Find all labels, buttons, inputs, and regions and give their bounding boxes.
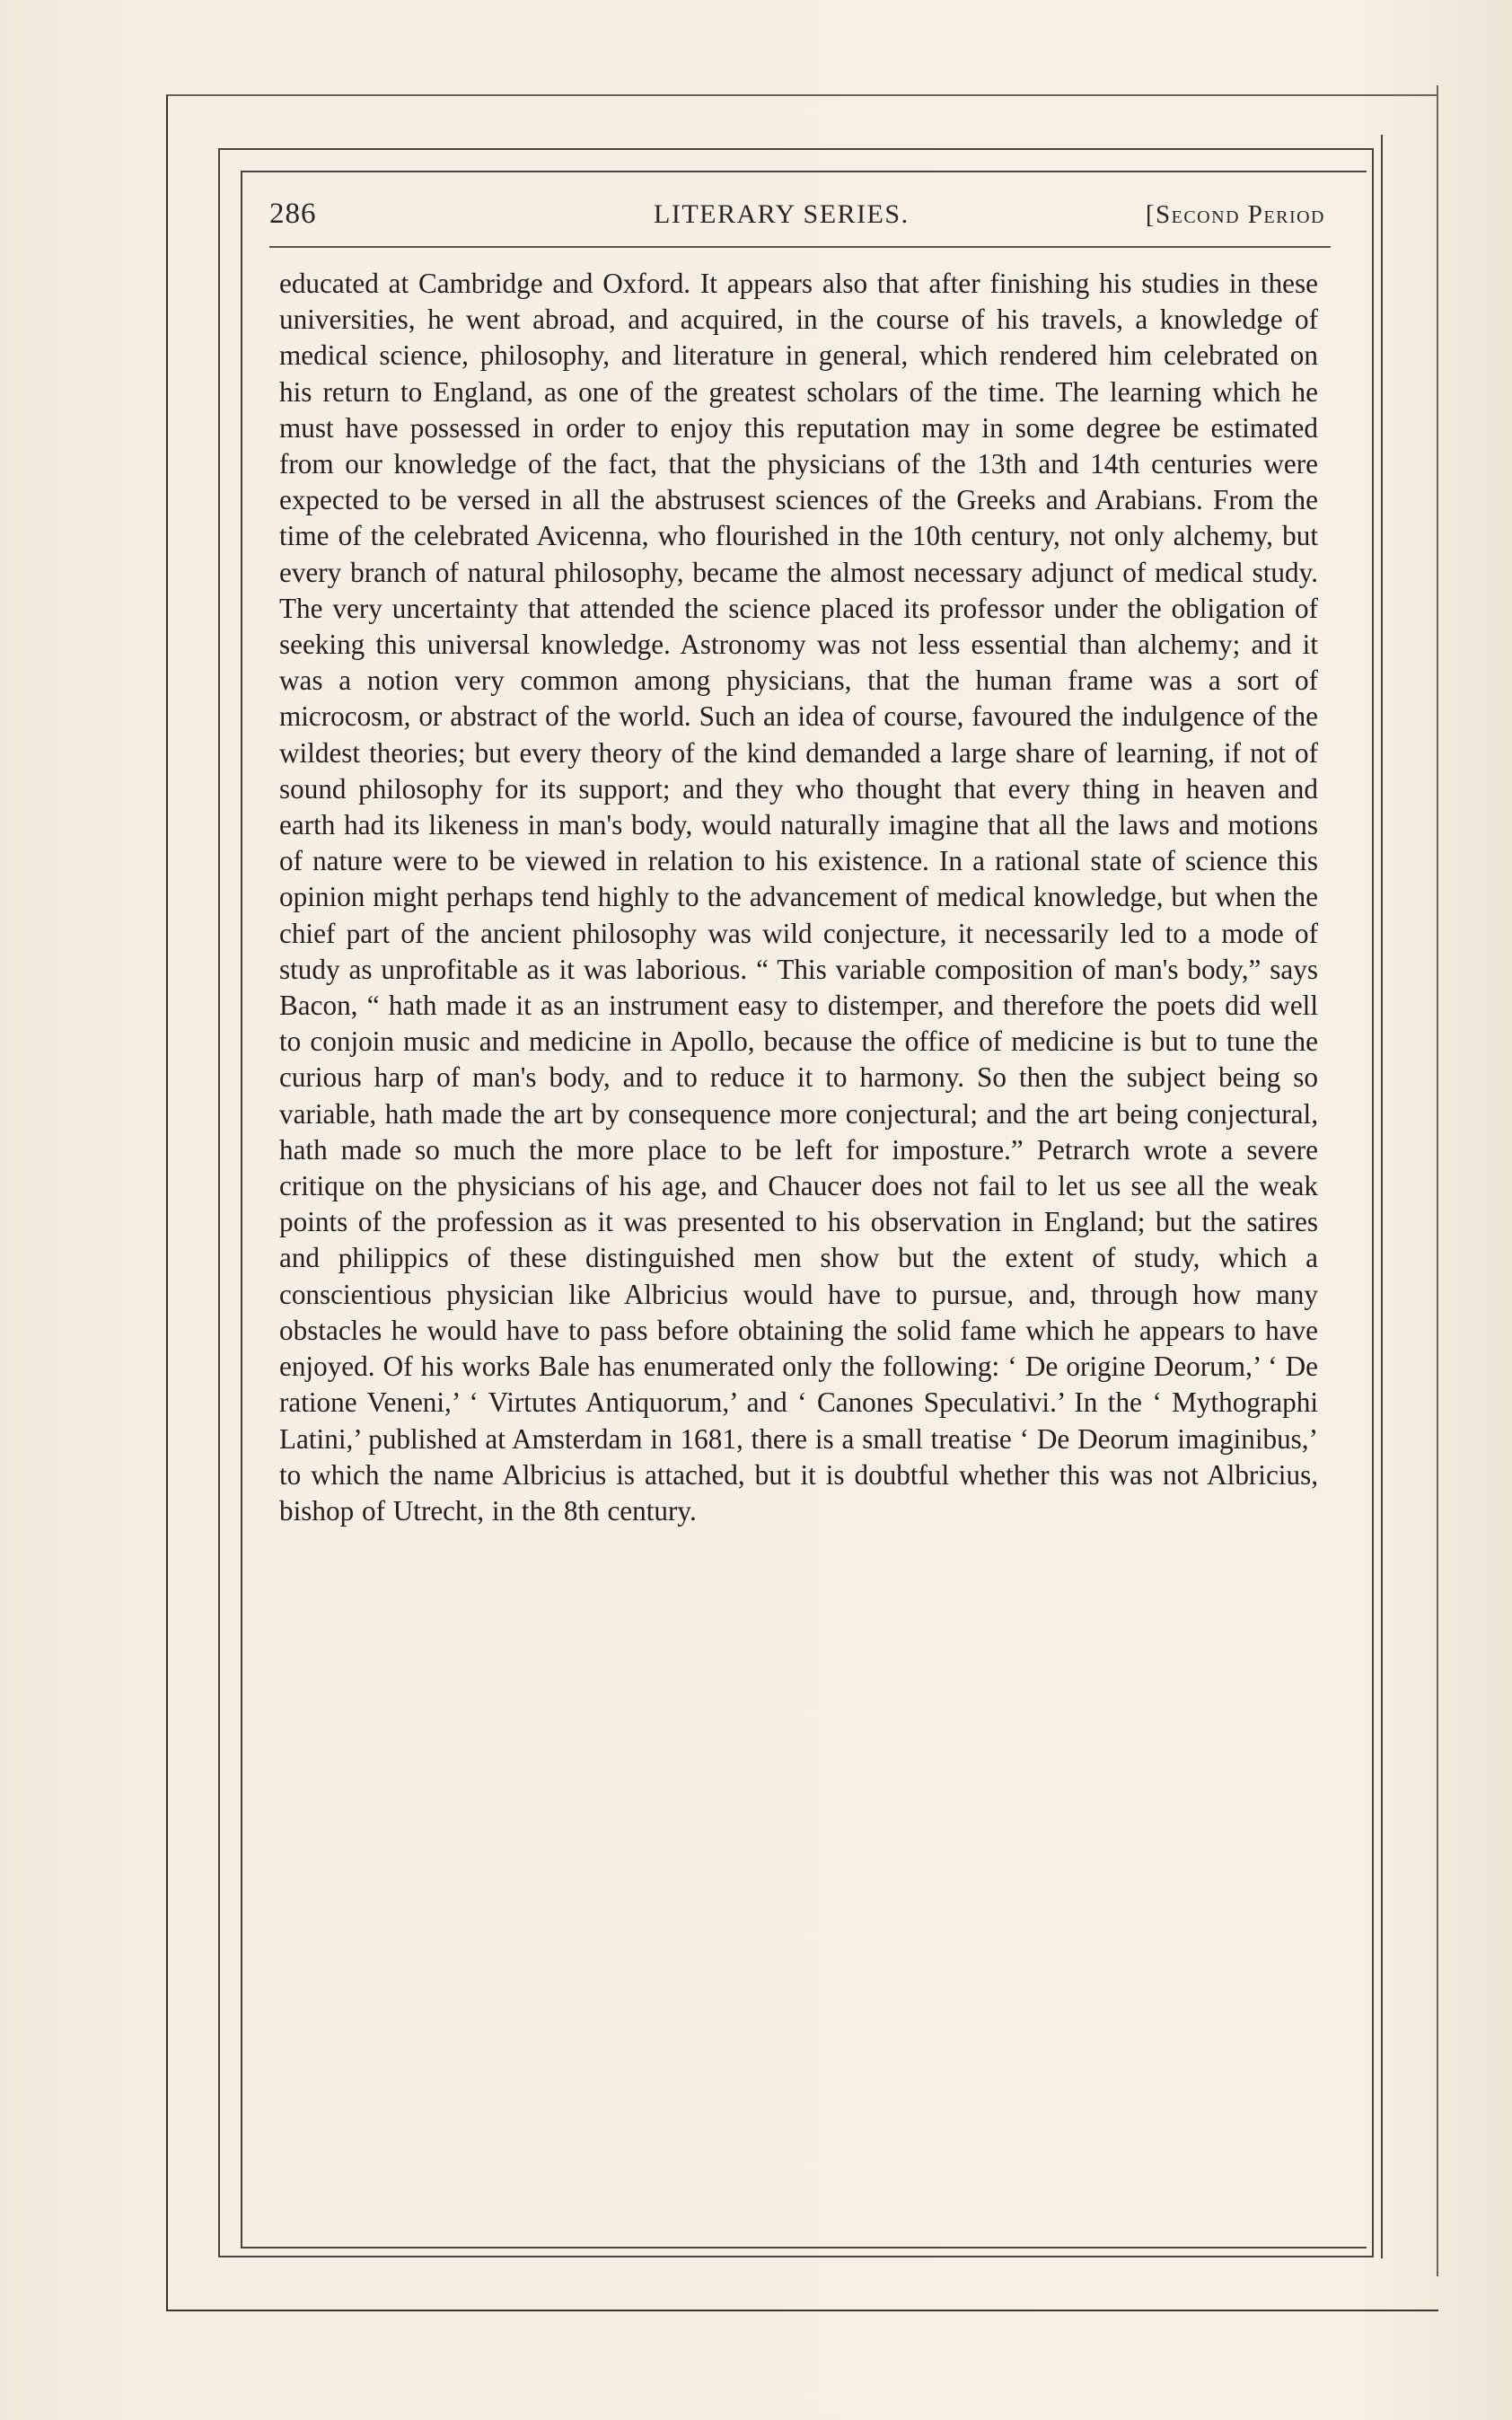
running-head — [269, 198, 1331, 242]
series-title: LITERARY SERIES. — [654, 199, 910, 229]
inner-frame-right-line — [1381, 135, 1383, 2258]
section-reference: [Second Period — [1145, 200, 1325, 229]
page-number: 286 — [269, 198, 317, 230]
outer-frame-right-line — [1437, 85, 1438, 2276]
body-paragraph: educated at Cambridge and Oxford. It appears also that after finishing his studies in these universities, he went abroad, and acquired, in the course of his travels, a knowledge of medical science, philosophy, and literature in general, which rendered him celebrated on his return to England, as one of the greatest scholars of the time. The learning which he must have possessed in order to enjoy this reputation may in some degree be estimated from our knowledge of the fact, that the physicians of the 13th and 14th centuries were expected to be versed in all the abstrusest sciences of the Greeks and Arabians. From the time of the celebrated Avicenna, who flourished in the 10th century, not only alchemy, but every branch of natural philosophy, became the almost necessary adjunct of medical study. The very uncertainty that attended the science placed its professor under the obligation of seeking this universal knowledge. Astronomy was not less essential than alchemy; and it was a notion very common among physicians, that the human frame was a sort of microcosm, or abstract of the world. Such an idea of course, favoured the indulgence of the wildest theories; but every theory of the kind demanded a large share of learning, if not of sound philosophy for its support; and they who thought that every thing in heaven and earth had its likeness in man's body, would naturally imagine that all the laws and motions of nature were to be viewed in relation to his existence. In a rational state of science this opinion might perhaps tend highly to the advancement of medical knowledge, but when the chief part of the ancient philosophy was wild conjecture, it necessarily led to a mode of study as unprofitable as it was laborious. “ This variable composition of man's body,” says Bacon, “ hath made it as an instrument easy to distemper, and therefore the poets did well to conjoin music and medicine in Apollo, because the office of medicine is but to tune the curious harp of man's body, and to reduce it to harmony. So then the subject being so variable, hath made the art by consequence more conjectural; and the art being conjectural, hath made so much the more place to be left for imposture.” Petrarch wrote a severe critique on the physicians of his age, and Chaucer does not fail to let us see all the weak points of the profession as it was presented to his observation in England; but the satires and philippics of these distinguished men show but the extent of study, which a conscientious physician like Albricius would have to pursue, and, through how many obstacles he would have to pass before obtaining the solid fame which he appears to have enjoyed. Of his works Bale has enumerated only the following: ‘ De origine Deorum,’ ‘ De ratione Veneni,’ ‘ Virtutes Antiquorum,’ and ‘ Canones Speculativi.’ In the ‘ Mythographi Latini,’ published at Amsterdam in 1681, there is a small treatise ‘ De Deorum imaginibus,’ to which the name Albricius is attached, but it is doubtful whether this was not Albricius, bishop of Utrecht, in the 8th century. — [279, 268, 1318, 1527]
header-rule — [269, 246, 1331, 248]
body-text — [279, 266, 1318, 1529]
